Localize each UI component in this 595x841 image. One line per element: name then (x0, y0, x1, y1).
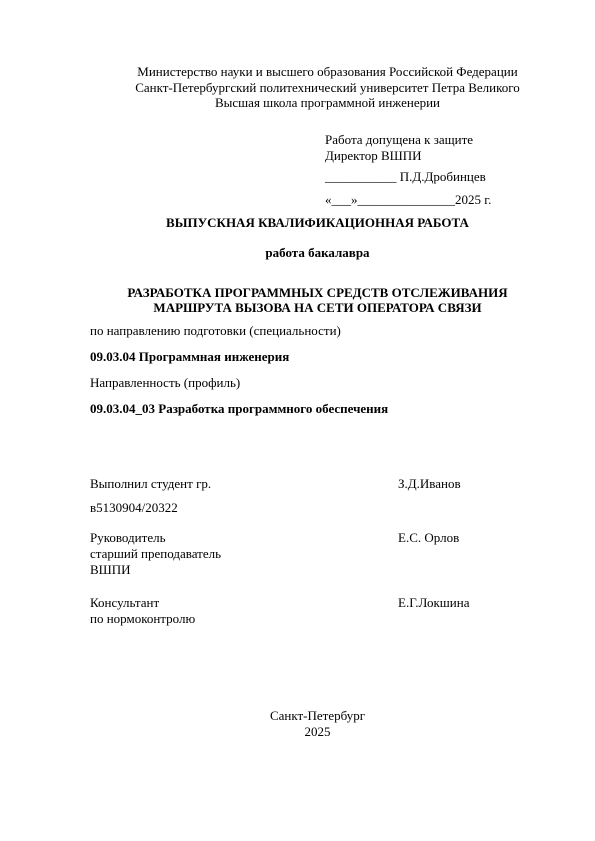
student-label: Выполнил студент гр. (90, 476, 212, 491)
ministry-name: Министерство науки и высшего образования Российской Федерации (137, 64, 518, 79)
consultant-role: по нормоконтролю (90, 611, 196, 626)
university-name: Санкт-Петербургский политехнический университет Петра Великого (135, 79, 520, 95)
footer-city: Санкт-Петербург (269, 708, 366, 723)
consultant-name: Е.Г.Локшина (398, 595, 470, 610)
direction-value: 09.03.04 Программная инженерия (90, 349, 290, 364)
approval-line-signature: ___________ П.Д.Дробинцев (325, 169, 486, 184)
approval-block (325, 130, 491, 209)
school-name: Высшая школа программной инженерии (215, 95, 440, 110)
approval-line-date: «___»_______________2025 г. (325, 192, 492, 207)
footer-year: 2025 (304, 724, 331, 739)
supervisor-name: Е.С. Орлов (398, 530, 460, 545)
work-type-heading: ВЫПУСКНАЯ КВАЛИФИКАЦИОННАЯ РАБОТА (166, 215, 469, 230)
topic-line-1: РАЗРАБОТКА ПРОГРАММНЫХ СРЕДСТВ ОТСЛЕЖИВАНИЯ (127, 285, 508, 300)
profile-label: Направленность (профиль) (90, 375, 241, 390)
supervisor-position: старший преподаватель (90, 546, 222, 561)
approval-line-director: Директор ВШПИ (325, 148, 422, 163)
topic-line-2: МАРШРУТА ВЫЗОВА НА СЕТИ ОПЕРАТОРА СВЯЗИ (153, 300, 482, 315)
student-group: в5130904/20322 (90, 500, 178, 515)
consultant-label: Консультант (90, 595, 160, 610)
student-name: З.Д.Иванов (398, 476, 461, 491)
approval-line-admitted: Работа допущена к защите (325, 132, 474, 147)
supervisor-label: Руководитель (90, 530, 166, 545)
supervisor-unit: ВШПИ (90, 562, 131, 577)
direction-label: по направлению подготовки (специальности) (90, 323, 341, 338)
degree-subtitle: работа бакалавра (265, 245, 370, 260)
header-block (30, 64, 595, 111)
profile-value: 09.03.04_03 Разработка программного обеспечения (90, 401, 389, 416)
